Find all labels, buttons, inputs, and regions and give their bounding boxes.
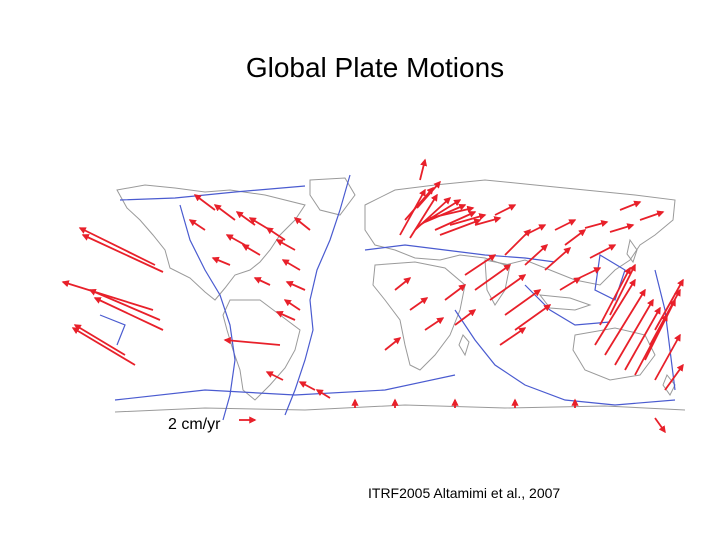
velocity-vector — [465, 255, 495, 275]
mid-atlantic-ridge — [285, 175, 350, 415]
velocity-vector — [75, 325, 125, 355]
velocity-vector — [640, 212, 663, 220]
velocity-vector — [555, 220, 575, 230]
slide-title: Global Plate Motions — [245, 52, 505, 83]
velocity-vector — [405, 188, 433, 220]
southern-ocean-ridge — [115, 375, 455, 400]
velocity-vector — [525, 225, 545, 235]
pacific-plate-loop — [100, 315, 125, 345]
velocity-vector — [277, 312, 295, 320]
south-america-coast — [223, 300, 300, 400]
velocity-vector — [63, 282, 153, 310]
velocity-vector — [560, 278, 580, 290]
world-map-svg — [55, 150, 685, 440]
velocity-vector — [190, 220, 205, 230]
velocity-vector — [255, 278, 270, 285]
velocity-vector — [213, 258, 230, 265]
velocity-vector — [585, 222, 607, 228]
velocity-vector — [455, 310, 475, 325]
velocity-vector — [227, 235, 245, 245]
velocity-vector — [425, 318, 443, 330]
velocity-vector — [285, 300, 300, 310]
australia-coast — [573, 328, 655, 380]
velocity-vector — [610, 265, 635, 315]
velocity-vector — [655, 418, 665, 432]
indian-ocean-ridge — [455, 310, 675, 405]
velocity-vector — [495, 205, 515, 215]
velocity-vector — [195, 195, 215, 210]
africa-coast — [373, 262, 465, 370]
velocity-vector — [385, 338, 400, 350]
velocity-vector — [277, 240, 295, 250]
velocity-vector — [595, 280, 635, 345]
velocity-vector — [515, 305, 550, 330]
east-pacific-rise — [180, 205, 235, 420]
velocity-vector — [620, 202, 640, 210]
velocity-vector — [243, 245, 260, 255]
velocity-vector — [505, 230, 530, 255]
velocity-vector — [420, 160, 425, 180]
coastlines — [115, 178, 685, 412]
velocity-vector — [295, 218, 310, 230]
velocity-vector — [610, 225, 633, 232]
north-america-coast — [117, 185, 305, 300]
velocity-vector — [565, 230, 585, 245]
velocity-vector — [287, 282, 305, 290]
velocity-vector — [475, 218, 500, 225]
greenland-coast — [310, 178, 355, 215]
scale-label: 2 cm/yr — [168, 416, 221, 433]
velocity-vector — [525, 245, 547, 265]
velocity-vector — [505, 290, 540, 315]
velocity-vector — [300, 382, 315, 390]
plate-motion-map — [55, 150, 685, 440]
velocity-vector — [545, 248, 570, 270]
plate-boundaries — [100, 175, 675, 420]
velocity-vector — [283, 260, 300, 270]
velocity-vector — [267, 228, 285, 240]
velocity-vector — [475, 265, 510, 290]
velocity-vector — [215, 205, 235, 220]
velocity-vector — [395, 278, 410, 290]
velocity-vector — [80, 228, 155, 265]
citation: ITRF2005 Altamimi et al., 2007 — [368, 485, 561, 501]
madagascar-coast — [459, 335, 469, 355]
velocity-vector — [73, 328, 135, 365]
velocity-vector — [410, 298, 427, 310]
velocity-vector — [500, 328, 525, 345]
antarctica-coast — [115, 405, 685, 412]
velocity-vector — [83, 235, 163, 272]
alpine-himalayan-belt — [365, 245, 555, 262]
